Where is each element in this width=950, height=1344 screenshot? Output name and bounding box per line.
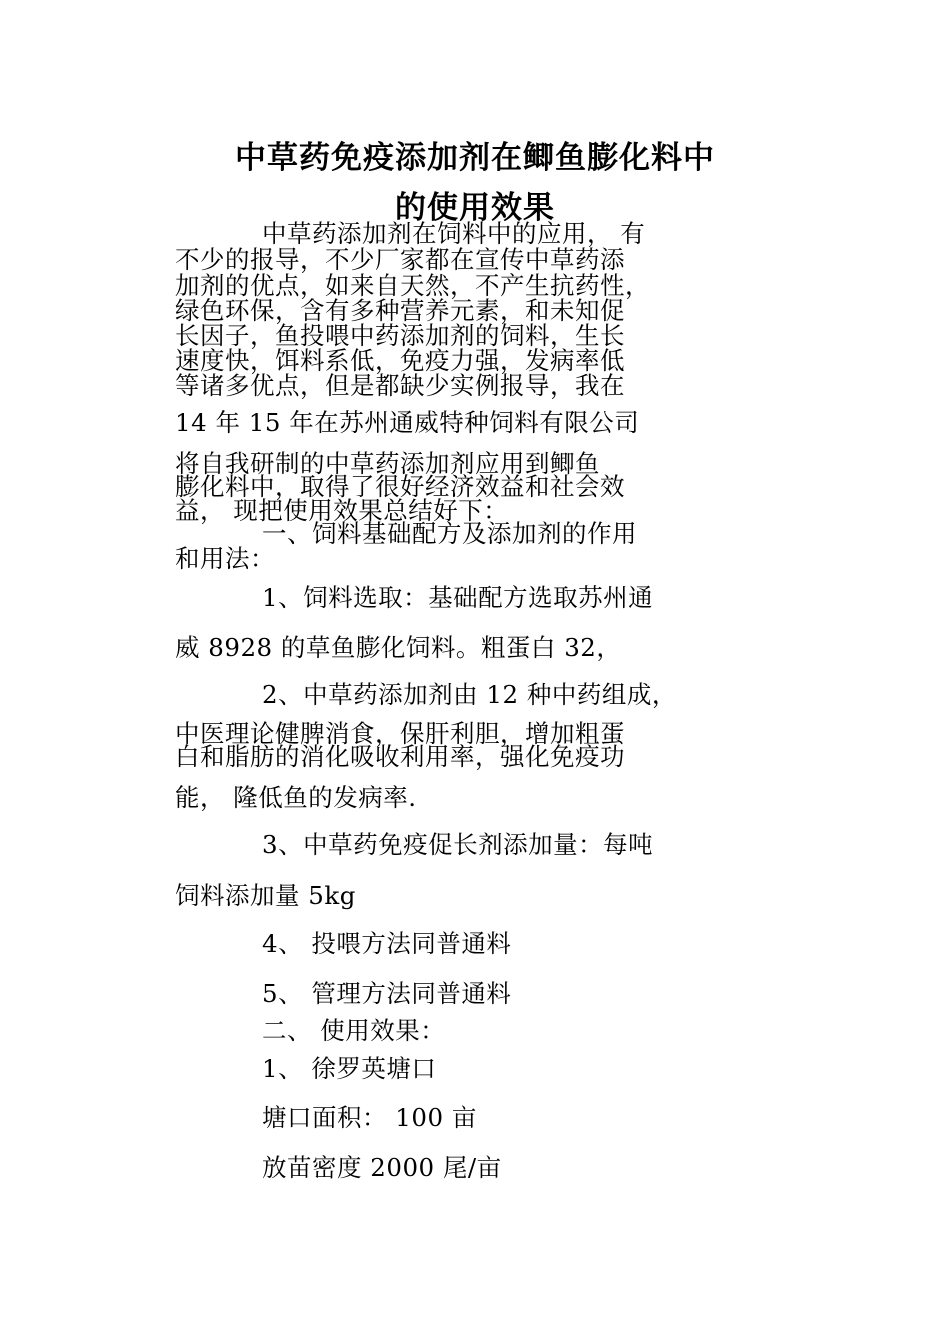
paragraph-line: 饲料添加量 5kg: [175, 881, 356, 910]
list-item: 4、 投喂方法同普通料: [262, 929, 512, 958]
paragraph-line: 和用法：: [175, 544, 275, 573]
paragraph-line: 中医理论健脾消食，保肝利胆，增加粗蛋: [175, 719, 625, 748]
list-item: 1、 徐罗英塘口: [262, 1054, 437, 1083]
list-item: 5、 管理方法同普通料: [262, 979, 512, 1008]
section-heading: 一、饲料基础配方及添加剂的作用: [262, 519, 637, 548]
paragraph-line: 白和脂肪的消化吸收利用率，强化免疫功: [175, 742, 625, 771]
paragraph-line: 速度快，饵料系低，免疫力强，发病率低: [175, 346, 625, 375]
paragraph-line: 不少的报导，不少厂家都在宣传中草药添: [175, 245, 625, 274]
paragraph-line: 将自我研制的中草药添加剂应用到鲫鱼: [175, 449, 600, 478]
paragraph-line: 绿色环保，含有多种营养元素，和未知促: [175, 296, 625, 325]
paragraph-line: 威 8928 的草鱼膨化饲料。粗蛋白 32，: [175, 633, 622, 662]
list-item: 3、中草药免疫促长剂添加量：每吨: [262, 830, 654, 859]
paragraph-line: 放苗密度 2000 尾/亩: [262, 1153, 502, 1182]
paragraph-line: 益， 现把使用效果总结好下：: [175, 496, 509, 525]
document-title-line-1: 中草药免疫添加剂在鲫鱼膨化料中: [235, 140, 715, 176]
paragraph-line: 中草药添加剂在饲料中的应用， 有: [262, 219, 646, 248]
section-heading: 二、 使用效果：: [262, 1016, 446, 1045]
paragraph-line: 加剂的优点，如来自天然，不产生抗药性，: [175, 271, 650, 300]
document-title-line-2: 的使用效果: [395, 190, 555, 226]
list-item: 2、中草药添加剂由 12 种中药组成，: [262, 680, 677, 709]
paragraph-line: 塘口面积： 100 亩: [262, 1103, 477, 1132]
paragraph-line: 14 年 15 年在苏州通威特种饲料有限公司: [175, 408, 640, 437]
list-item: 1、饲料选取：基础配方选取苏州通: [262, 583, 654, 612]
paragraph-line: 膨化料中，取得了很好经济效益和社会效: [175, 472, 625, 501]
paragraph-line: 长因子，鱼投喂中药添加剂的饲料，生长: [175, 321, 625, 350]
paragraph-line: 等诸多优点，但是都缺少实例报导，我在: [175, 371, 625, 400]
paragraph-line: 能， 隆低鱼的发病率.: [175, 783, 417, 812]
